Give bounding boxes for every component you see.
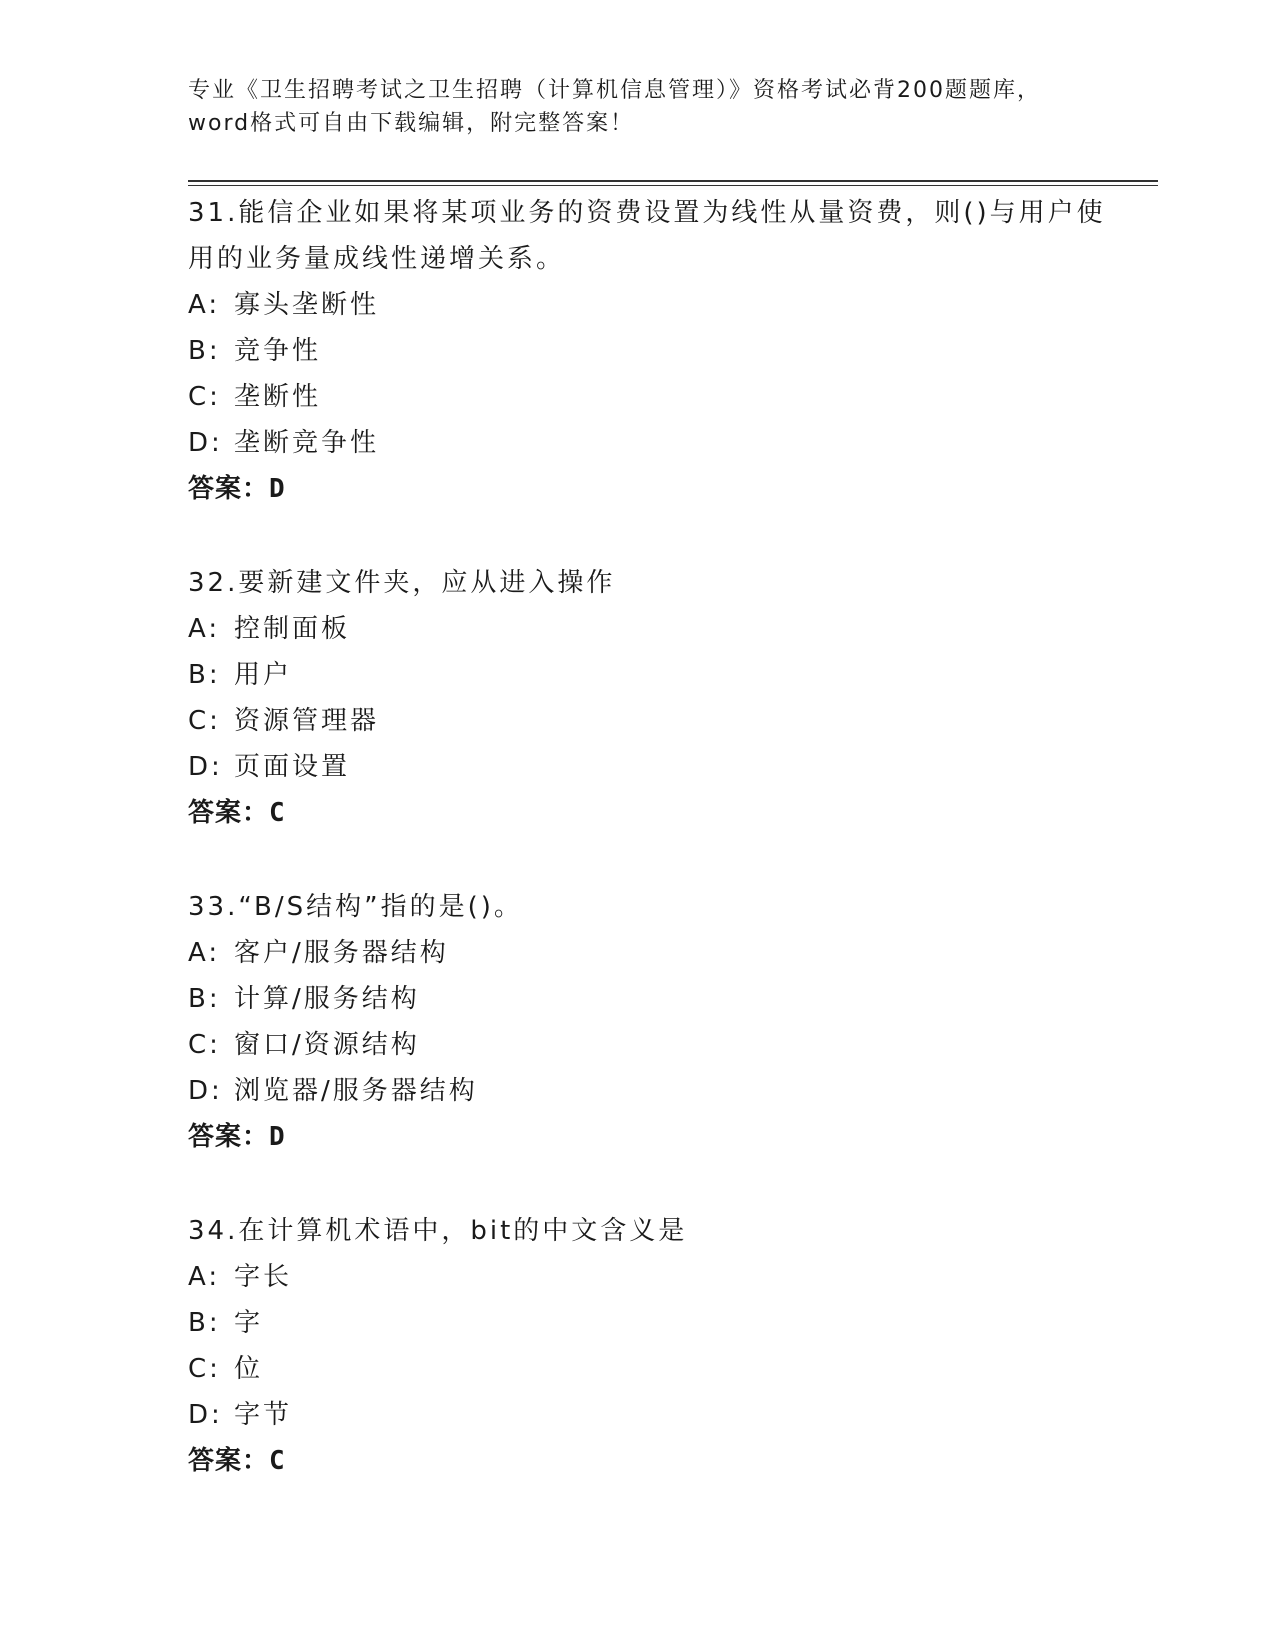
question-stem bbox=[188, 1208, 1118, 1254]
header-divider-thick bbox=[188, 180, 1158, 182]
question-34 bbox=[188, 1208, 1118, 1484]
option-b bbox=[188, 328, 1118, 374]
option-text: 竞争性 bbox=[234, 336, 322, 366]
question-list bbox=[188, 190, 1118, 1532]
option-a bbox=[188, 282, 1118, 328]
option-letter: D: bbox=[188, 1076, 223, 1106]
option-d bbox=[188, 1392, 1118, 1438]
option-letter: B: bbox=[188, 1308, 221, 1338]
option-c bbox=[188, 698, 1118, 744]
question-number: 33. bbox=[188, 892, 239, 922]
document-header bbox=[188, 74, 1088, 140]
option-d bbox=[188, 420, 1118, 466]
option-letter: B: bbox=[188, 984, 221, 1014]
option-text: 寡头垄断性 bbox=[234, 290, 380, 320]
option-c bbox=[188, 1022, 1118, 1068]
option-c bbox=[188, 1346, 1118, 1392]
option-text: 用户 bbox=[234, 660, 293, 690]
option-letter: C: bbox=[188, 1030, 221, 1060]
answer-value: C bbox=[269, 1446, 286, 1476]
option-b bbox=[188, 976, 1118, 1022]
option-text: 位 bbox=[234, 1354, 264, 1384]
answer-value: D bbox=[269, 474, 286, 504]
option-text: 页面设置 bbox=[234, 752, 351, 782]
question-text: 在计算机术语中，bit的中文含义是 bbox=[238, 1216, 688, 1246]
option-letter: B: bbox=[188, 660, 221, 690]
option-letter: D: bbox=[188, 428, 223, 458]
question-text: 能信企业如果将某项业务的资费设置为线性从量资费，则()与用户使用的业务量成线性递增关系。 bbox=[188, 198, 1106, 274]
option-text: 字长 bbox=[234, 1262, 293, 1292]
answer-value: D bbox=[269, 1122, 286, 1152]
option-b bbox=[188, 652, 1118, 698]
question-text: “B/S结构”指的是()。 bbox=[238, 892, 523, 922]
option-a bbox=[188, 606, 1118, 652]
answer-label: 答案： bbox=[188, 1122, 270, 1152]
option-letter: B: bbox=[188, 336, 221, 366]
question-number: 32. bbox=[188, 568, 239, 598]
option-letter: A: bbox=[188, 290, 221, 320]
option-letter: A: bbox=[188, 1262, 221, 1292]
option-text: 控制面板 bbox=[234, 614, 351, 644]
header-line-1: 专业《卫生招聘考试之卫生招聘（计算机信息管理）》资格考试必背200题题库， bbox=[188, 78, 1041, 103]
option-text: 浏览器/服务器结构 bbox=[234, 1076, 478, 1106]
question-stem bbox=[188, 560, 1118, 606]
answer-line bbox=[188, 790, 1118, 836]
question-text: 要新建文件夹，应从进入操作 bbox=[238, 568, 616, 598]
answer-line bbox=[188, 1114, 1118, 1160]
question-number: 31. bbox=[188, 198, 239, 228]
option-text: 垄断性 bbox=[234, 382, 322, 412]
header-divider-thin bbox=[188, 185, 1158, 186]
option-letter: C: bbox=[188, 706, 221, 736]
answer-line bbox=[188, 466, 1118, 512]
question-31 bbox=[188, 190, 1118, 512]
option-b bbox=[188, 1300, 1118, 1346]
option-d bbox=[188, 1068, 1118, 1114]
answer-value: C bbox=[269, 798, 286, 828]
question-number: 34. bbox=[188, 1216, 239, 1246]
option-text: 字 bbox=[234, 1308, 264, 1338]
option-letter: D: bbox=[188, 752, 223, 782]
option-text: 垄断竞争性 bbox=[234, 428, 380, 458]
question-32 bbox=[188, 560, 1118, 836]
question-33 bbox=[188, 884, 1118, 1160]
option-a bbox=[188, 930, 1118, 976]
answer-label: 答案： bbox=[188, 1446, 270, 1476]
option-letter: D: bbox=[188, 1400, 223, 1430]
option-text: 客户/服务器结构 bbox=[234, 938, 449, 968]
option-text: 资源管理器 bbox=[234, 706, 380, 736]
option-a bbox=[188, 1254, 1118, 1300]
option-c bbox=[188, 374, 1118, 420]
option-letter: C: bbox=[188, 382, 221, 412]
question-stem bbox=[188, 190, 1118, 282]
answer-label: 答案： bbox=[188, 474, 270, 504]
option-text: 字节 bbox=[234, 1400, 293, 1430]
header-line-2: word格式可自由下载编辑，附完整答案！ bbox=[188, 111, 635, 136]
option-text: 计算/服务结构 bbox=[234, 984, 420, 1014]
answer-line bbox=[188, 1438, 1118, 1484]
option-letter: C: bbox=[188, 1354, 221, 1384]
option-text: 窗口/资源结构 bbox=[234, 1030, 420, 1060]
answer-label: 答案： bbox=[188, 798, 270, 828]
option-letter: A: bbox=[188, 614, 221, 644]
option-letter: A: bbox=[188, 938, 221, 968]
question-stem bbox=[188, 884, 1118, 930]
option-d bbox=[188, 744, 1118, 790]
